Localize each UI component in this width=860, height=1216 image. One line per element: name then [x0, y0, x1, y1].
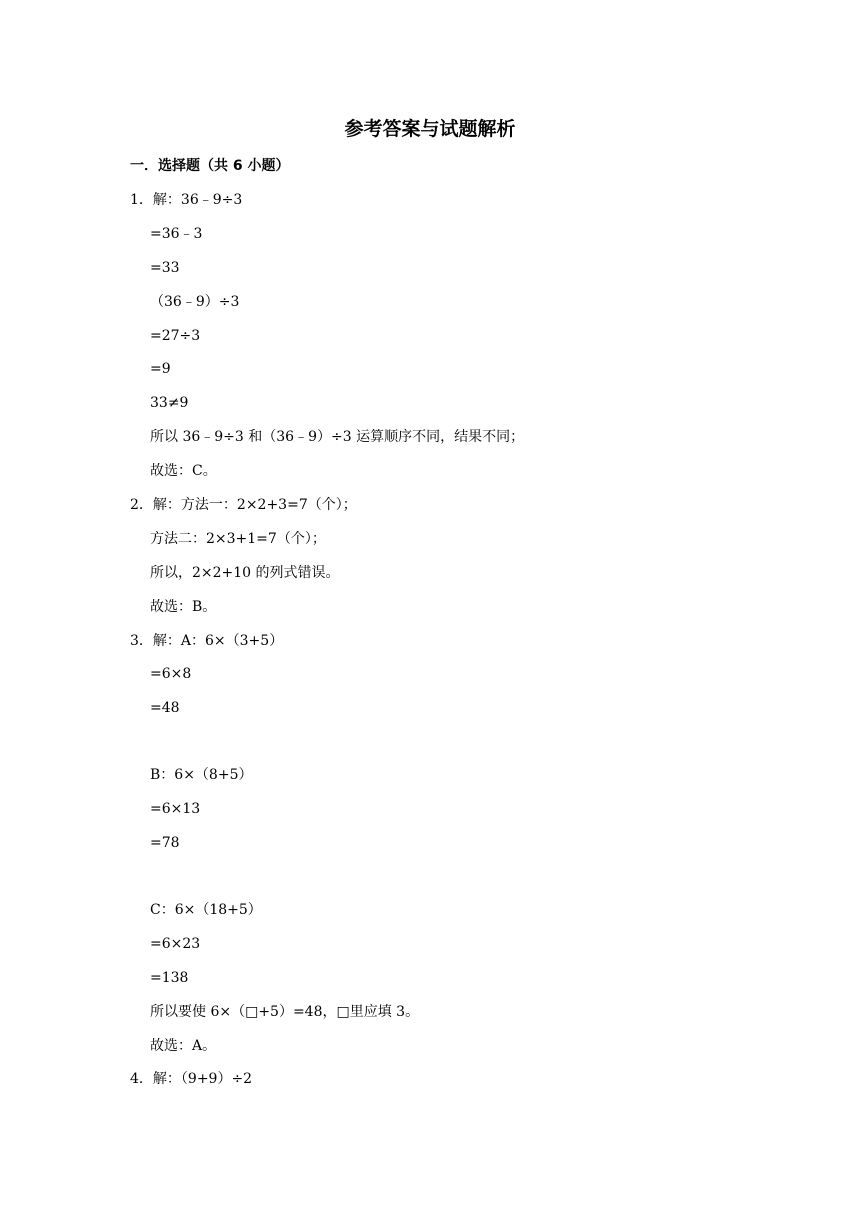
answer-line: （36﹣9）÷3 [150, 294, 240, 310]
answer-line: 4．解：（9+9）÷2 [130, 1071, 253, 1087]
answer-line: =78 [150, 835, 180, 851]
answer-line: =6×8 [150, 666, 192, 682]
answer-line: 所以，2×2+10 的列式错误。 [150, 565, 340, 581]
answer-line: 33≠9 [150, 395, 189, 411]
answer-line: 故选：B。 [150, 599, 217, 615]
answer-line: 故选：A。 [150, 1038, 217, 1054]
answer-line: =6×13 [150, 801, 201, 817]
page-title: 参考答案与试题解析 [344, 118, 516, 140]
answer-line: =27÷3 [150, 328, 201, 344]
answer-line: B：6×（8+5） [150, 767, 253, 783]
answer-line: =138 [150, 970, 189, 986]
answer-line: =33 [150, 260, 180, 276]
answer-line: C：6×（18+5） [150, 902, 262, 918]
section-heading: 一．选择题（共 6 小题） [130, 158, 290, 174]
answer-line: 所以 36﹣9÷3 和（36﹣9）÷3 运算顺序不同，结果不同； [150, 429, 525, 445]
answer-line: 方法二：2×3+1=7（个）； [150, 531, 326, 547]
answer-line: 3．解：A：6×（3+5） [130, 633, 284, 649]
answer-line: =48 [150, 700, 180, 716]
answer-line: 2．解：方法一：2×2+3=7（个）； [130, 497, 357, 513]
answer-line: 所以要使 6×（□+5）=48，□里应填 3。 [150, 1004, 420, 1020]
answer-line: 1．解：36﹣9÷3 [130, 192, 243, 208]
answer-line: =6×23 [150, 936, 201, 952]
answer-line: =36﹣3 [150, 226, 203, 242]
answer-line: 故选：C。 [150, 463, 217, 479]
answer-line: =9 [150, 361, 171, 377]
